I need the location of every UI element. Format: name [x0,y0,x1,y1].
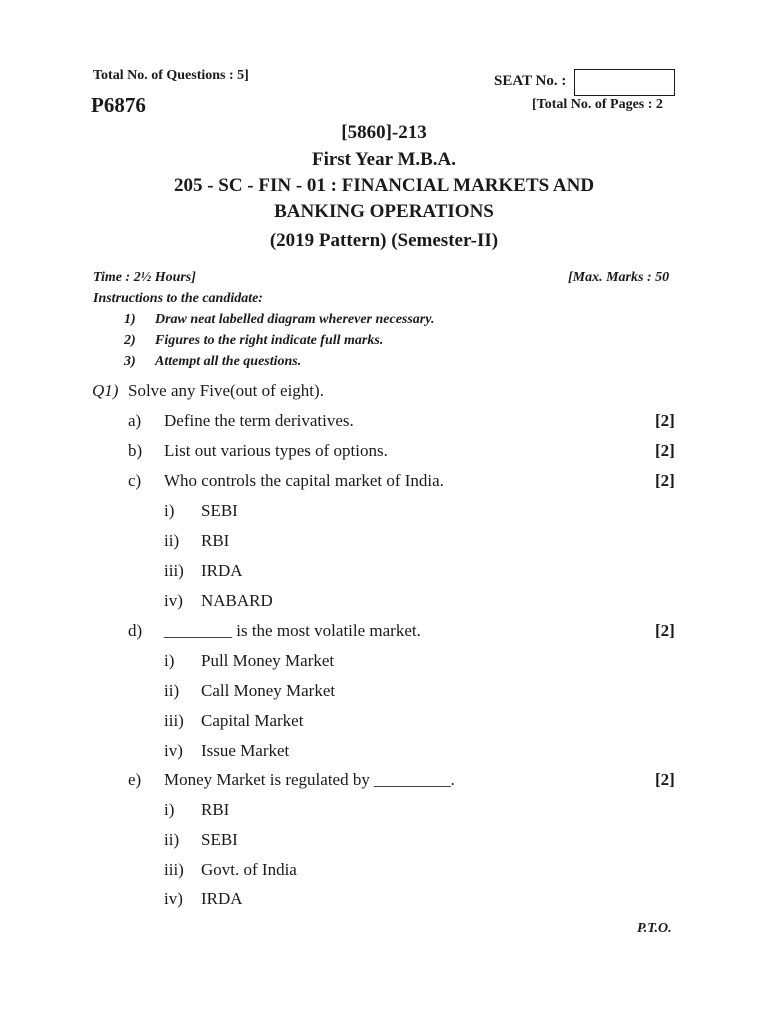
option-text: Call Money Market [201,681,336,700]
option-text: Govt. of India [201,860,297,879]
part-marks: [2] [655,471,675,490]
part-text: List out various types of options. [164,441,388,460]
part-letter: c) [128,471,142,490]
part-marks: [2] [655,621,675,640]
option-number: i) [164,501,175,520]
option-number: i) [164,651,175,670]
option-text: IRDA [201,561,243,580]
subject-title-line-1: 205 - SC - FIN - 01 : FINANCIAL MARKETS AND [173,175,595,196]
part-text: Who controls the capital market of India. [164,471,444,490]
exam-time: Time : 2½ Hours] [93,270,196,285]
total-pages: [Total No. of Pages : 2 [532,97,663,112]
option-number: iv) [164,889,183,908]
part-letter: b) [128,441,143,460]
part-marks: [2] [655,770,675,789]
option-text: SEBI [201,501,238,520]
instruction-text: Draw neat labelled diagram wherever necessary. [155,312,435,327]
option-number: iii) [164,711,184,730]
part-marks: [2] [655,441,675,460]
total-questions: Total No. of Questions : 5] [93,68,249,83]
course-name: First Year M.B.A. [311,149,457,170]
seat-number-label: SEAT No. : [494,73,567,89]
option-number: iii) [164,561,184,580]
subject-title-line-2: BANKING OPERATIONS [274,201,494,222]
part-marks: [2] [655,411,675,430]
instruction-number: 1) [124,312,136,327]
option-text: SEBI [201,830,238,849]
option-text: Issue Market [201,741,290,760]
part-text: Money Market is regulated by _________. [164,770,455,789]
option-number: ii) [164,531,180,550]
option-text: IRDA [201,889,243,908]
instruction-number: 2) [124,333,136,348]
part-text: Define the term derivatives. [164,411,354,430]
option-text: RBI [201,800,230,819]
instruction-text: Figures to the right indicate full marks. [155,333,384,348]
part-letter: e) [128,770,142,789]
option-number: i) [164,800,175,819]
please-turn-over: P.T.O. [637,921,672,936]
option-text: Pull Money Market [201,651,335,670]
seat-number-box [574,69,675,96]
part-letter: a) [128,411,142,430]
instruction-number: 3) [124,354,136,369]
instruction-text: Attempt all the questions. [155,354,302,369]
max-marks: [Max. Marks : 50 [568,270,670,285]
instructions-heading: Instructions to the candidate: [93,291,263,306]
option-text: RBI [201,531,230,550]
option-number: ii) [164,830,180,849]
part-letter: d) [128,621,143,640]
exam-pattern: (2019 Pattern) (Semester-II) [269,230,499,251]
paper-code: P6876 [91,93,146,117]
option-text: Capital Market [201,711,304,730]
option-number: ii) [164,681,180,700]
option-number: iii) [164,860,184,879]
question-label: Q1) [92,381,119,400]
part-text: ________ is the most volatile market. [164,621,421,640]
exam-code: [5860]-213 [341,122,427,143]
option-number: iv) [164,741,183,760]
question-text: Solve any Five(out of eight). [128,381,324,400]
option-number: iv) [164,591,183,610]
option-text: NABARD [201,591,273,610]
